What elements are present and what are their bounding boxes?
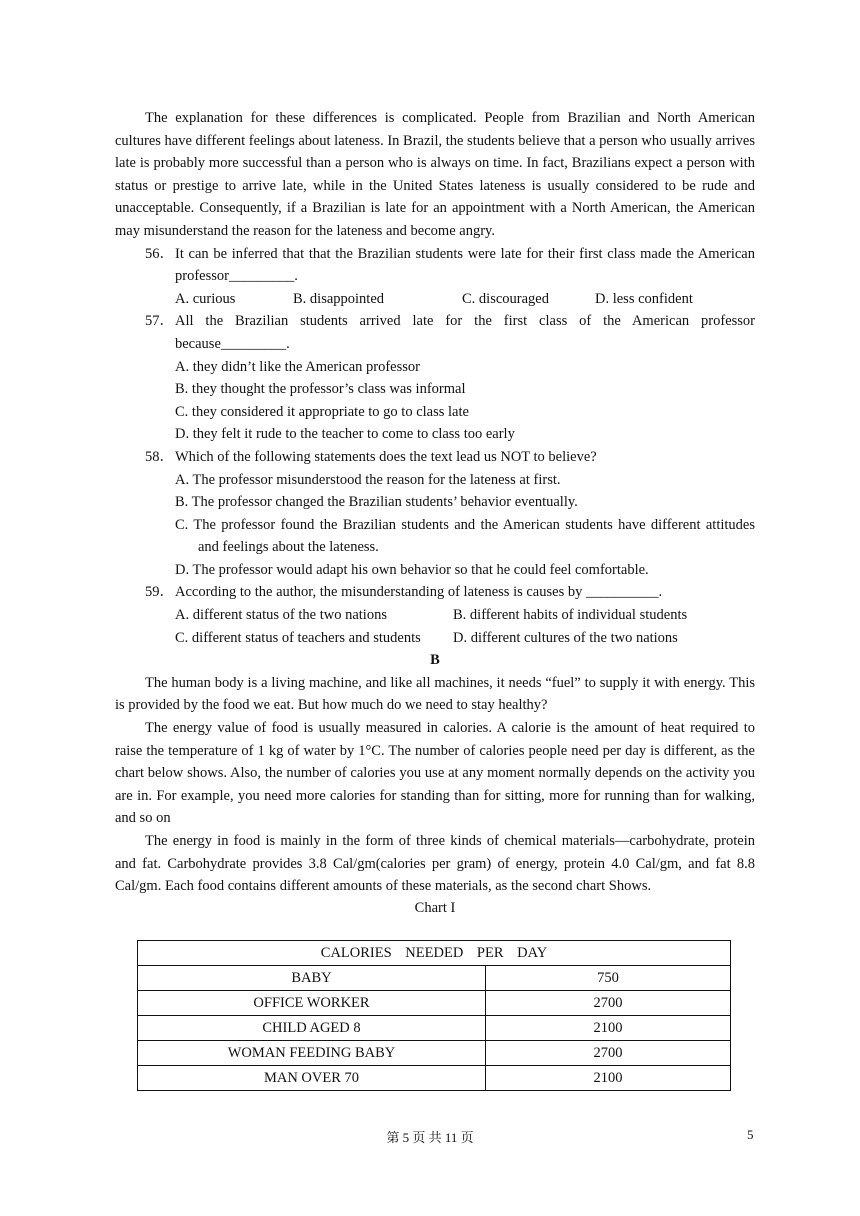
option-row: [115, 627, 755, 650]
option-d: D. different cultures of the two nations: [453, 629, 678, 646]
row-value: 2100: [486, 1066, 731, 1091]
document-page: [115, 107, 755, 918]
section-heading: B: [430, 652, 440, 669]
option-c: C. discouraged: [462, 290, 549, 307]
table-row: [138, 991, 731, 1016]
question-stem: It can be inferred that that the Brazilian students were late for their first class made the American professor_________.: [175, 245, 755, 285]
table-header: CALORIES NEEDED PER DAY: [138, 941, 731, 966]
option-row: [115, 604, 755, 627]
option-b: B. disappointed: [293, 290, 385, 307]
option-a: A. curious: [175, 290, 236, 307]
question-stem: According to the author, the misunderstanding of lateness is causes by __________.: [175, 584, 663, 601]
passage-b-paragraph-2: The energy value of food is usually measured in calories. A calorie is the amount of heat required to raise the temperature of 1 kg of water by 1°C. The number of calories people need per day is different, as the chart below shows. Also, the number of calories you use at any moment normally depends on the activity you are in. For example, you need more calories for standing than for sitting, more for running than for walking, and so on: [115, 720, 755, 827]
option-c: C. they considered it appropriate to go to class late: [175, 403, 469, 420]
option-b: B. they thought the professor’s class was informal: [175, 381, 466, 398]
question-number: 57．: [145, 313, 174, 330]
row-value: 2700: [486, 991, 731, 1016]
row-label: CHILD AGED 8: [138, 1016, 486, 1041]
option-a: A. different status of the two nations: [175, 607, 387, 624]
question-59: [115, 581, 755, 649]
question-56: [115, 243, 755, 311]
row-value: 2700: [486, 1041, 731, 1066]
chart-caption: Chart I: [414, 899, 456, 916]
page-footer: 第 5 页 共 11 页: [386, 1130, 474, 1145]
question-57: [115, 310, 755, 446]
table-row: [138, 1016, 731, 1041]
option-row: [115, 288, 755, 311]
question-stem: All the Brazilian students arrived late for the first class of the American professor because_________.: [175, 313, 755, 352]
row-label: OFFICE WORKER: [138, 991, 486, 1016]
question-58: [115, 446, 755, 582]
option-c: C. The professor found the Brazilian students and the American students have different attitudes and feelings about the lateness.: [175, 516, 755, 556]
passage-b-paragraph-3: The energy in food is mainly in the form of three kinds of chemical materials—carbohydrate, protein and fat. Carbohydrate provides 3.8 Cal/gm(calories per gram) of energy, protein 4.0 Cal/gm, and fat 8.8 Cal/gm. Each food contains different amounts of these materials, as the second chart Shows.: [115, 833, 755, 895]
row-value: 2100: [486, 1016, 731, 1041]
row-label: WOMAN FEEDING BABY: [138, 1041, 486, 1066]
question-number: 59．: [145, 584, 174, 601]
option-d: D. less confident: [595, 290, 693, 307]
row-value: 750: [486, 966, 731, 991]
question-stem: Which of the following statements does the text lead us NOT to believe?: [175, 448, 597, 465]
row-label: MAN OVER 70: [138, 1066, 486, 1091]
page-number: 5: [747, 1127, 754, 1142]
table-row: [138, 966, 731, 991]
table-header-row: [138, 941, 731, 966]
option-a: A. they didn’t like the American professor: [175, 358, 420, 375]
calories-table: [137, 940, 731, 1091]
option-b: B. different habits of individual students: [453, 607, 688, 624]
question-number: 58．: [145, 448, 174, 465]
row-label: BABY: [138, 966, 486, 991]
passage-a-paragraph: The explanation for these differences is complicated. People from Brazilian and North American cultures have different feelings about lateness. In Brazil, the students believe that a person who usually arrives late is probably more successful than a person who is always on time. In fact, Brazilians expect a person with status or prestige to arrive late, while in the United States lateness is usually considered to be rude and unacceptable. Consequently, if a Brazilian is late for an appointment with a North American, the American may misunderstand the reason for the lateness and become angry.: [115, 110, 755, 239]
option-d: D. they felt it rude to the teacher to come to class too early: [175, 426, 515, 443]
passage-b-paragraph-1: The human body is a living machine, and like all machines, it needs “fuel” to supply it with energy. This is provided by the food we eat. But how much do we need to stay healthy?: [115, 674, 755, 714]
option-c: C. different status of teachers and students: [175, 629, 421, 646]
option-d: D. The professor would adapt his own behavior so that he could feel comfortable.: [175, 561, 649, 578]
option-a: A. The professor misunderstood the reason for the lateness at first.: [175, 471, 561, 488]
option-b: B. The professor changed the Brazilian students’ behavior eventually.: [175, 494, 578, 511]
table-row: [138, 1041, 731, 1066]
question-number: 56．: [145, 245, 174, 262]
table-row: [138, 1066, 731, 1091]
